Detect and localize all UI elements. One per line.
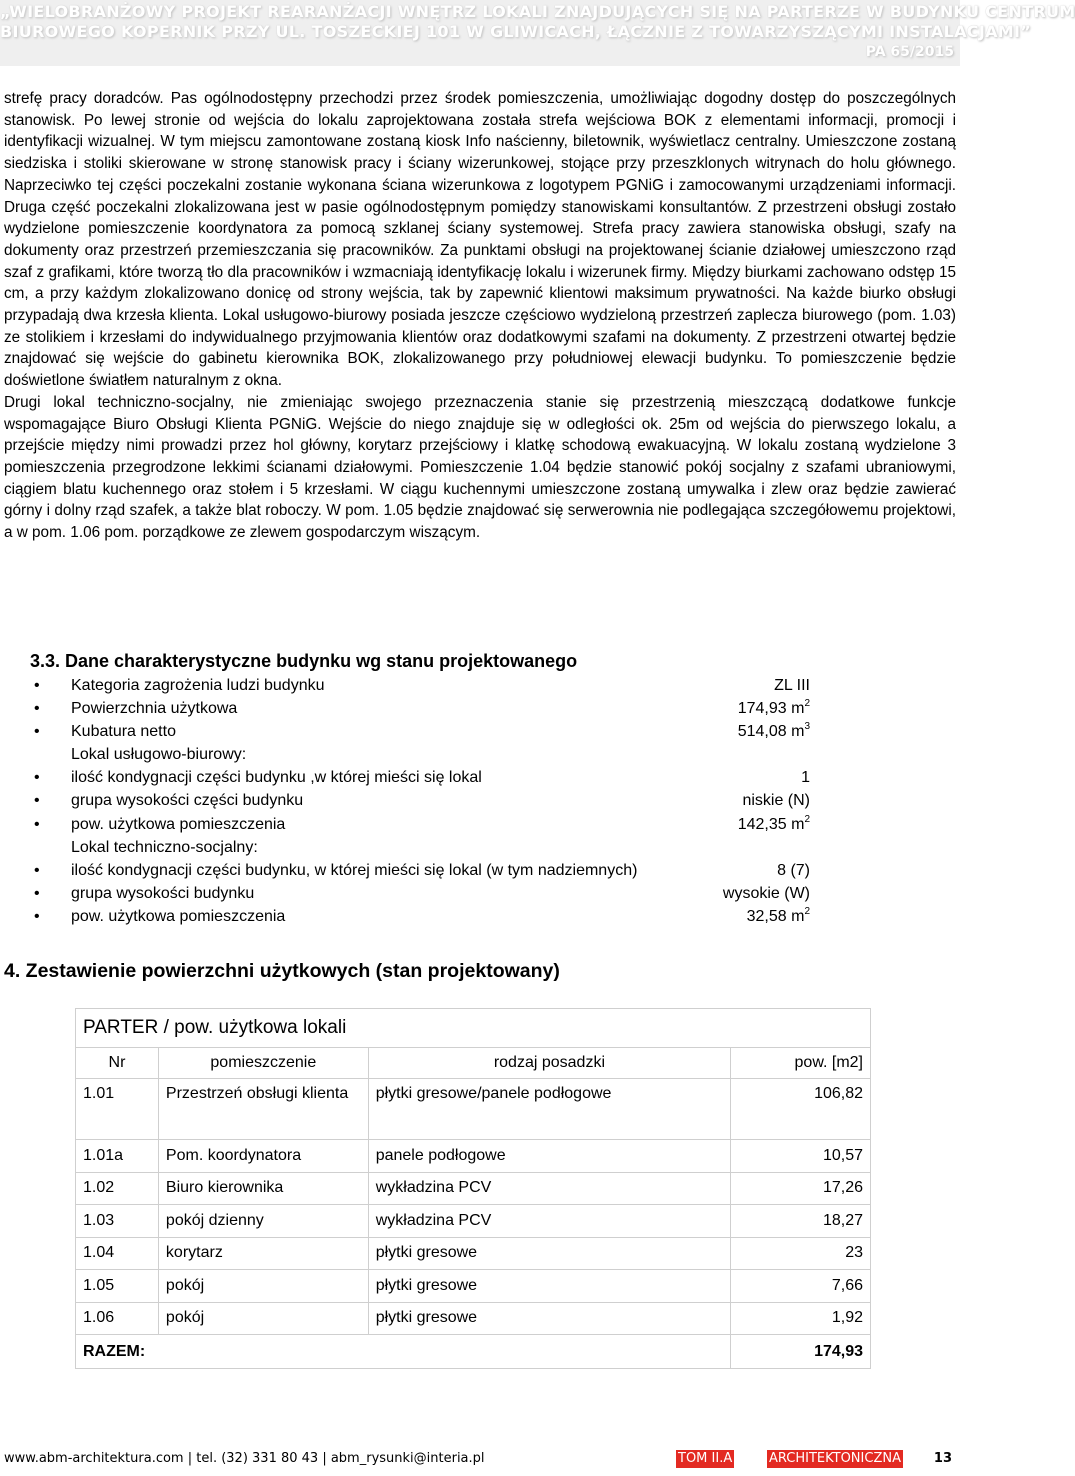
cell-nr: 1.03 bbox=[76, 1205, 159, 1238]
table-header-row bbox=[76, 1048, 871, 1079]
property-value: 32,58 $m^2$ bbox=[746, 905, 810, 925]
cell-floor: płytki gresowe bbox=[368, 1270, 730, 1303]
cell-floor: płytki gresowe bbox=[368, 1302, 730, 1335]
property-label: pow. użytkowa pomieszczenia bbox=[71, 907, 286, 925]
cell-room: Biuro kierownika bbox=[158, 1172, 368, 1205]
cell-area: 1,92 bbox=[731, 1302, 871, 1335]
table-caption: PARTER / pow. użytkowa lokali bbox=[76, 1009, 871, 1048]
footer-contact: www.abm-architektura.com | tel. (32) 331 80 43 | abm_rysunki@interia.pl bbox=[4, 1451, 485, 1466]
cell-nr: 1.01a bbox=[76, 1140, 159, 1173]
property-value: 174,93 $m^2$ bbox=[737, 698, 810, 718]
table-total-row bbox=[76, 1335, 871, 1369]
column-header-floor: rodzaj posadzki bbox=[368, 1048, 730, 1079]
property-item bbox=[30, 766, 810, 789]
property-item bbox=[30, 697, 810, 720]
property-item bbox=[30, 789, 810, 812]
cell-nr: 1.01 bbox=[76, 1079, 159, 1140]
table-row bbox=[76, 1302, 871, 1335]
bullet-icon: • bbox=[34, 884, 40, 902]
table-row bbox=[76, 1079, 871, 1140]
property-label: grupa wysokości części budynku bbox=[71, 792, 304, 810]
cell-nr: 1.06 bbox=[76, 1302, 159, 1335]
total-value: 174,93 bbox=[731, 1335, 871, 1369]
cell-room: pokój dzienny bbox=[158, 1205, 368, 1238]
property-label: Kategoria zagrożenia ludzi budynku bbox=[71, 677, 325, 694]
bullet-icon: • bbox=[34, 861, 40, 879]
cell-area: 17,26 bbox=[731, 1172, 871, 1205]
table-caption-row bbox=[76, 1009, 871, 1048]
property-value: 1 bbox=[801, 769, 810, 787]
area-table bbox=[75, 1008, 871, 1369]
table-row bbox=[76, 1270, 871, 1303]
property-label: Kubatura netto bbox=[71, 723, 176, 741]
subheading-label: Lokal techniczno-socjalny: bbox=[71, 838, 258, 856]
total-label: RAZEM: bbox=[76, 1335, 731, 1369]
cell-room: Pom. koordynatora bbox=[158, 1140, 368, 1173]
project-title-line-1: „WIELOBRANŻOWY PROJEKT REARANŻACJI WNĘTRZ LOKALI ZNAJDUJĄCYCH SIĘ NA PARTERZE W BUDYNKU CENTRUM bbox=[0, 2, 1075, 21]
cell-room: pokój bbox=[158, 1270, 368, 1303]
table-row bbox=[76, 1140, 871, 1173]
cell-room: pokój bbox=[158, 1302, 368, 1335]
bullet-icon: • bbox=[34, 723, 40, 741]
cell-area: 23 bbox=[731, 1237, 871, 1270]
bullet-icon: • bbox=[34, 792, 40, 810]
subheading-label: Lokal usługowo-biurowy: bbox=[71, 746, 247, 764]
paragraph-technical-social: Drugi lokal techniczno-socjalny, nie zmieniając swojego przeznaczenia stanie się przestrzenią mieszczącą dodatkowe funkcje wspomagające Biuro Obsługi Klienta PGNiG. Wejście do niego znajduje się w odległości ok. 25m od wejścia do pierwszego lokalu, a przejście między nimi prowadzi przez hol główny, korytarz przejściowy i klatkę schodową ewakuacyjną. W lokalu zostaną wydzielone 3 pomieszczenia przegrodzone lekkimi ścianami działowymi. Pomieszczenie 1.04 będzie stanowić pokój socjalny z szafami ubraniowymi, ciągiem blatu kuchennego oraz stołem i 5 krzesłami. W ciągu kuchennymi umieszczone zostaną umywalka i zlew oraz będzie zawierać górny i dolny rząd szafek, a także blat roboczy. W pom. 1.05 będzie znajdować się serwerownia nie podlegająca szczegółowemu projektowi, a w pom. 1.06 pom. porządkowe ze zlewem gospodarczym wiszącym. bbox=[4, 393, 956, 542]
cell-nr: 1.04 bbox=[76, 1237, 159, 1270]
paragraph-service-area: strefę pracy doradców. Pas ogólnodostępny przechodzi przez środek pomieszczenia, umożliwiając dogodny dostęp do poszczególnych stanowisk. Po lewej stronie od wejścia do lokalu zaprojektowana została strefa wejściowa BOK z elementami informacji, promocji i identyfikacji wizualnej. W tym miejscu zamontowane zostaną kiosk Info naścienny, biletownik, wyświetlacz centralny. Umieszczone zostaną siedziska i stoliki skierowane w stronę stanowisk pracy i ściany wizerunkowej, stojące przy przeszklonych witrynach do holu głównego. Naprzeciwko tej części poczekalni zostanie wykonana ściana wizerunkowa z logotypem PGNiG i zamocowanymi urządzeniami informacji. Druga część poczekalni zlokalizowana jest w pasie ogólnodostępnym pomiędzy stanowiskami konsultantów. Z przestrzeni obsługi zostało wydzielone pomieszczenie koordynatora za pomocą szklanej ściany systemowej. Strefa pracy zawiera stanowiska obsługi, szafy na dokumenty oraz przestrzeń przemieszczania się pracowników. Za punktami obsługi na projektowanej ścianie działowej umieszczono rząd szaf z grafikami, które tworzą tło dla pracowników i wzmacniają identyfikację lokalu i wizerunek firmy. Między biurkami zachowano odstęp 15 cm, a przy każdym zlokalizowano donicę od strony wejścia, tak by zapewnić klientowi maksimum prywatności. Na każde biurko obsługi przypadają dwa krzesła klienta. Lokal usługowo-biurowy posiada jeszcze częściowo wydzieloną przestrzeń zaplecza biurowego (pom. 1.03) ze stolikiem i krzesłami do indywidualnego przyjmowania klientów oraz dodatkowymi szafami na dokumenty. Z przestrzeni otwartej będzie znajdować się wejście do gabinetu kierownika BOK, zlokalizowanego przy południowej elewacji budynku. To pomieszczenie będzie doświetlone światłem naturalnym z okna. bbox=[4, 90, 956, 390]
project-code: PA 65/2015 bbox=[865, 44, 954, 60]
property-value: 514,08 $m^3$ bbox=[737, 721, 810, 741]
property-label: Powierzchnia użytkowa bbox=[71, 700, 238, 718]
cell-nr: 1.05 bbox=[76, 1270, 159, 1303]
column-header-nr: Nr bbox=[76, 1048, 159, 1079]
bullet-icon: • bbox=[34, 700, 40, 718]
table-row bbox=[76, 1205, 871, 1238]
cell-floor: wykładzina PCV bbox=[368, 1172, 730, 1205]
property-item bbox=[30, 859, 810, 882]
cell-area: 18,27 bbox=[731, 1205, 871, 1238]
property-item bbox=[30, 674, 810, 697]
body-text bbox=[4, 88, 956, 544]
cell-area: 7,66 bbox=[731, 1270, 871, 1303]
property-value: wysokie (W) bbox=[722, 884, 810, 902]
property-label: pow. użytkowa pomieszczenia bbox=[71, 815, 286, 833]
document-header bbox=[0, 0, 1075, 66]
building-properties-list bbox=[30, 674, 810, 928]
cell-area: 10,57 bbox=[731, 1140, 871, 1173]
cell-floor: płytki gresowe bbox=[368, 1237, 730, 1270]
bullet-icon: • bbox=[34, 907, 40, 925]
cell-area: 106,82 bbox=[731, 1079, 871, 1140]
column-header-area: pow. [m2] bbox=[731, 1048, 871, 1079]
property-item bbox=[30, 813, 810, 836]
cell-room: korytarz bbox=[158, 1237, 368, 1270]
property-value: ZL III bbox=[774, 677, 810, 694]
property-value: 8 (7) bbox=[777, 861, 810, 879]
cell-room: Przestrzeń obsługi klienta bbox=[158, 1079, 368, 1140]
property-item bbox=[30, 882, 810, 905]
document-footer bbox=[4, 1450, 956, 1470]
bullet-icon: • bbox=[34, 769, 40, 787]
property-item bbox=[30, 720, 810, 743]
table-row bbox=[76, 1237, 871, 1270]
bullet-icon: • bbox=[34, 815, 40, 833]
property-subheading bbox=[30, 836, 810, 859]
discipline-badge: ARCHITEKTONICZNA bbox=[769, 1451, 901, 1466]
volume-badge: TOM II.A bbox=[678, 1451, 733, 1466]
cell-floor: panele podłogowe bbox=[368, 1140, 730, 1173]
property-value: niskie (N) bbox=[742, 792, 810, 810]
table-row bbox=[76, 1172, 871, 1205]
bullet-icon: • bbox=[34, 677, 40, 694]
column-header-room: pomieszczenie bbox=[158, 1048, 368, 1079]
section-4-heading: 4. Zestawienie powierzchni użytkowych (stan projektowany) bbox=[4, 960, 560, 982]
cell-floor: płytki gresowe/panele podłogowe bbox=[368, 1079, 730, 1140]
page-number: 13 bbox=[933, 1451, 952, 1466]
property-label: ilość kondygnacji części budynku, w której mieści się lokal (w tym nadziemnych) bbox=[71, 861, 638, 879]
property-label: grupa wysokości budynku bbox=[71, 884, 255, 902]
section-3-3-heading: 3.3. Dane charakterystyczne budynku wg stanu projektowanego bbox=[30, 651, 578, 671]
property-label: ilość kondygnacji części budynku ,w której mieści się lokal bbox=[71, 769, 482, 787]
property-value: 142,35 $m^2$ bbox=[737, 813, 810, 833]
cell-floor: wykładzina PCV bbox=[368, 1205, 730, 1238]
cell-nr: 1.02 bbox=[76, 1172, 159, 1205]
property-item bbox=[30, 905, 810, 928]
project-title-line-2: BIUROWEGO KOPERNIK PRZY UL. TOSZECKIEJ 101 W GLIWICACH, ŁĄCZNIE Z TOWARZYSZĄCYMI INSTALACJAMI” bbox=[0, 22, 1032, 41]
property-subheading bbox=[30, 743, 810, 766]
